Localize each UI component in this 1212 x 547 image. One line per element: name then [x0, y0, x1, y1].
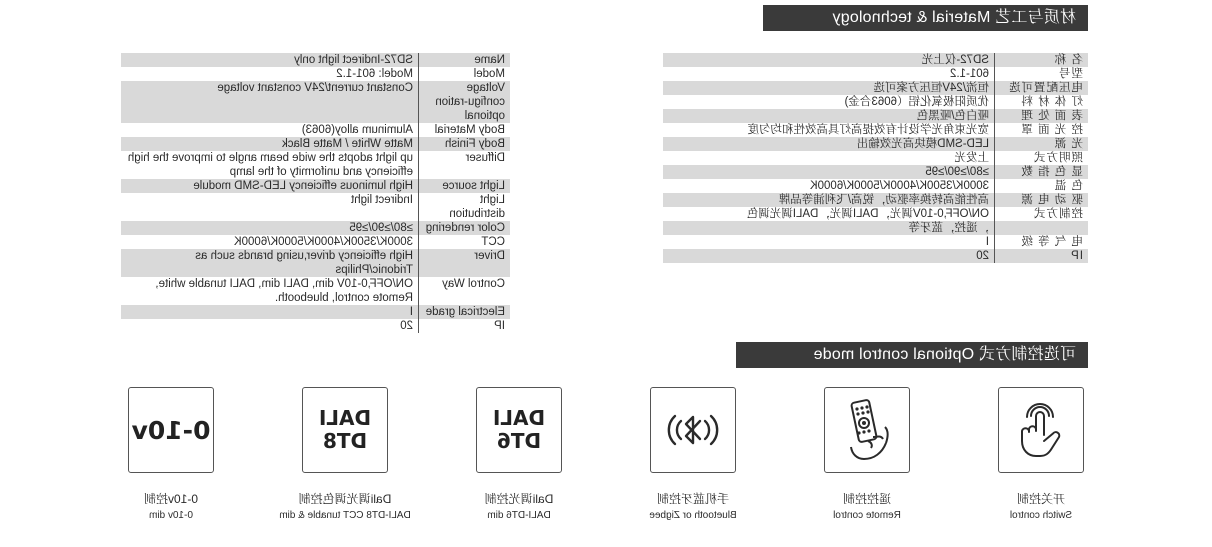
row-value: ON/OFF,0-10V dim, DALI dim, DALI tunable white, Remote control, bluebooth. — [155, 278, 413, 304]
table-row — [121, 193, 510, 221]
row-label: Color rendering — [419, 221, 511, 235]
table-row — [121, 305, 510, 319]
table-row — [663, 207, 1088, 221]
icon-text-line: DT8 — [322, 429, 368, 453]
row-label: Diffuser — [419, 151, 511, 179]
row-label: Model — [419, 67, 511, 81]
row-value: 优质阳极氧化铝（6063合金) — [844, 96, 989, 108]
hand-press-icon — [1010, 399, 1072, 461]
table-row — [663, 151, 1088, 165]
row-value: 宽光束角光学设计有效提高灯具高效性和均匀度 — [747, 124, 989, 136]
icon-box — [824, 387, 910, 473]
table-row — [121, 319, 510, 333]
icon-box — [128, 387, 214, 473]
icon-text-line: DALI — [318, 406, 372, 430]
mode-dali-dt6 — [476, 387, 562, 521]
row-label: Light distribution — [419, 193, 511, 221]
table-row — [121, 53, 510, 67]
row-label: Body Finish — [419, 137, 511, 151]
row-label: IP — [995, 249, 1089, 263]
row-label: 灯 体 材 料 — [995, 95, 1089, 109]
mode-label-en: DALI-DT6 dim — [487, 510, 551, 521]
mode-switch-control — [998, 387, 1084, 521]
row-value: 3000K/3500K/4000K/5000K/6000K — [233, 236, 413, 248]
row-label: 显 色 指 数 — [995, 165, 1089, 179]
table-row — [663, 137, 1088, 151]
dali-dt8-icon — [319, 407, 371, 453]
row-label: Driver — [419, 249, 511, 277]
table-row — [663, 193, 1088, 207]
mode-label-en: DALI-DT8 CCT tunable & dim — [279, 510, 411, 521]
dali-dt6-icon — [493, 407, 545, 453]
mode-label-en: Switch control — [1009, 510, 1073, 521]
table-row — [121, 221, 510, 235]
bluetooth-icon — [660, 406, 726, 454]
row-value: Constant current/24V constant voltage — [121, 81, 419, 123]
row-label: 控制方式 — [995, 207, 1089, 221]
mode-label-cn: Dali调光调色控制 — [298, 492, 392, 506]
spec-table-chinese — [663, 53, 1088, 263]
row-label: 驱 动 电 源 — [995, 193, 1089, 207]
mode-bluetooth-control — [649, 387, 737, 521]
row-value: High efficiency driver,using brands such as Tridonic/Philips — [121, 249, 419, 277]
spec-table-english — [121, 53, 510, 333]
mode-remote-control — [824, 387, 910, 521]
table-row — [663, 95, 1088, 109]
icon-box — [998, 387, 1084, 473]
row-label: 电压配置可选 — [995, 81, 1089, 95]
mode-label-cn: 手机蓝牙控制 — [657, 492, 730, 506]
table-row — [121, 67, 510, 81]
icon-box — [650, 387, 736, 473]
icon-text-line: DT6 — [496, 429, 542, 453]
row-label: 控 光 面 罩 — [995, 123, 1089, 137]
mode-0-10v — [128, 387, 214, 521]
table-row — [121, 249, 510, 277]
row-label: Name — [419, 53, 511, 67]
row-value: 哑白色/哑黑色 — [663, 109, 995, 123]
row-label: Light source — [419, 179, 511, 193]
mode-label-en: Bluetooth or Zigbee — [649, 510, 737, 521]
table-row — [663, 221, 1088, 235]
table-row — [663, 123, 1088, 137]
remote-control-icon — [836, 397, 898, 463]
row-label: Control Way — [419, 277, 511, 305]
mode-label-cn: 开关控制 — [1017, 492, 1066, 506]
row-value: ON/OFF,0-10V调光，DALI调光，DALI调光调色 — [746, 208, 989, 220]
table-row — [663, 249, 1088, 263]
table-row — [663, 235, 1088, 249]
row-value: Matte White / Matte Black — [121, 137, 419, 151]
row-value: Aluminum alloy(6063) — [301, 124, 413, 136]
icon-box — [302, 387, 388, 473]
row-label — [995, 221, 1089, 235]
row-label: 光 源 — [995, 137, 1089, 151]
row-label: CCT — [419, 235, 511, 249]
row-label: 照明方式 — [995, 151, 1089, 165]
row-value: Model: 601-1.2 — [336, 68, 413, 80]
mode-label-cn: 遥控控制 — [843, 492, 892, 506]
row-value: ，遥控，蓝牙等 — [663, 221, 995, 235]
mode-label-cn: Dali调光控制 — [484, 492, 554, 506]
row-value: 20 — [400, 320, 413, 332]
material-section-title: 材质与工艺 Material & technology — [763, 5, 1088, 31]
table-row — [121, 151, 510, 179]
row-label: 色 温 — [995, 179, 1089, 193]
row-label: Body Material — [419, 123, 511, 137]
row-value: 601-1.2 — [949, 68, 989, 80]
row-value: 上发光 — [954, 152, 989, 164]
table-row — [663, 81, 1088, 95]
mode-label-en: 0-10v dim — [149, 510, 193, 521]
table-row — [121, 277, 510, 305]
row-value: up light adopts the wide beam angle to improve the high efficiency and uniformity of the lamp — [127, 152, 413, 178]
row-label: 型号 — [995, 67, 1089, 81]
table-row — [663, 53, 1088, 67]
row-label: Voltage configu-ration optional — [419, 81, 511, 123]
row-value: 恒流/24V恒压方案可选 — [663, 81, 995, 95]
row-value: SD72-Indirect light only — [121, 53, 419, 67]
table-row — [663, 165, 1088, 179]
table-row — [663, 67, 1088, 81]
table-row — [121, 123, 510, 137]
icon-text-line: DALI — [492, 406, 546, 430]
table-row — [663, 109, 1088, 123]
row-value: 20 — [663, 249, 995, 263]
row-label: IP — [419, 319, 511, 333]
control-section-title: 可选控制方式 Optional control mode — [736, 342, 1088, 368]
zero-ten-volt-icon — [131, 415, 211, 445]
row-value: 高性能高转换率驱动，锐高/飞利浦等品牌 — [663, 193, 995, 207]
mode-label-en: Remote control — [833, 510, 901, 521]
table-row — [663, 179, 1088, 193]
row-label: 名 称 — [995, 53, 1089, 67]
mode-label-cn: 0-10v控制 — [143, 492, 199, 506]
row-value: High luminous efficiency LED-SMD module — [121, 179, 419, 193]
table-row — [121, 235, 510, 249]
icon-box — [476, 387, 562, 473]
row-label: 电 气 等 级 — [995, 235, 1089, 249]
table-row — [121, 81, 510, 123]
table-row — [121, 137, 510, 151]
row-label: Electrical grade — [419, 305, 511, 319]
row-value: LED-SMD模块高光效输出 — [663, 137, 995, 151]
row-value: Indirect light — [350, 194, 413, 206]
row-value: I — [121, 305, 419, 319]
icon-text-line: 0-10v — [131, 415, 211, 445]
mode-dali-dt8 — [279, 387, 411, 521]
row-value: SD72-仅上光 — [663, 53, 995, 67]
row-value: ≥80/≥90/≥95 — [121, 221, 419, 235]
row-value: 3000K/3500K/4000K/5000K/6000K — [809, 180, 989, 192]
table-row — [121, 179, 510, 193]
row-label: 表 面 处 理 — [995, 109, 1089, 123]
row-value: ≥80/≥90/≥95 — [663, 165, 995, 179]
row-value: I — [985, 236, 989, 248]
